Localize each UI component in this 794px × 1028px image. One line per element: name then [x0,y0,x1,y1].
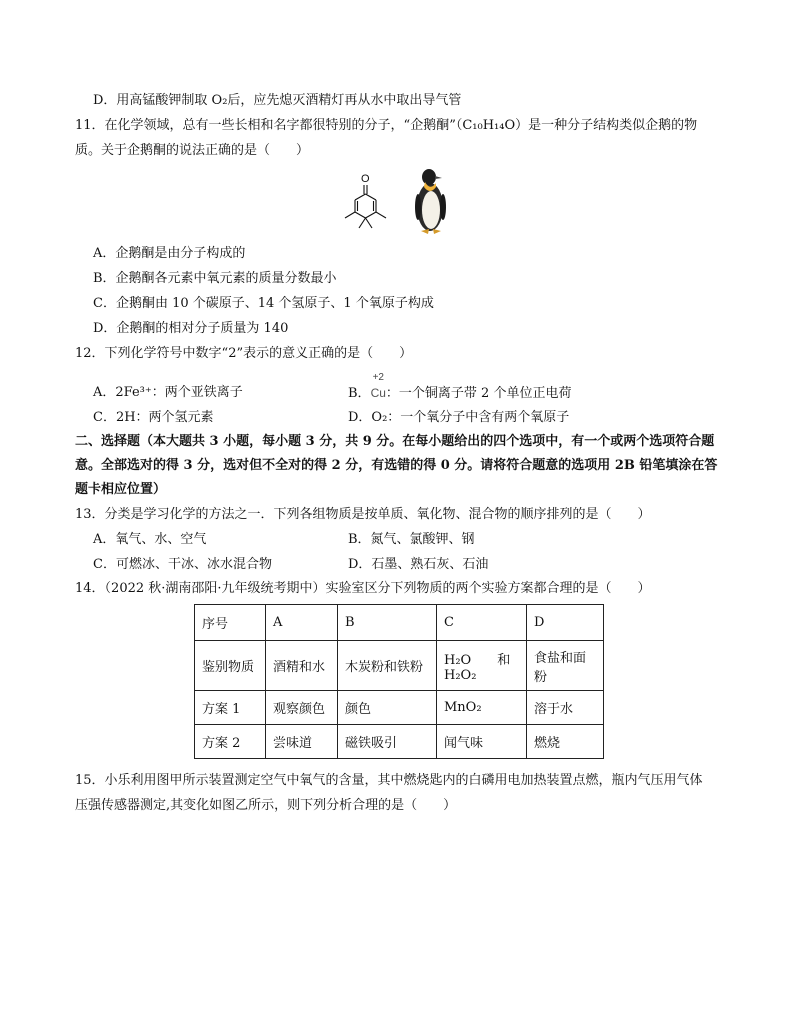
q13-option-c: C．可燃冰、干冰、冰水混合物 [93,557,272,572]
table-cell [437,641,527,691]
q12-option-b-text: ：一个铜离子带 2 个单位正电荷 [385,386,572,401]
table-cell: 尝味道 [266,725,338,759]
q11-option-b: B．企鹅酮各元素中氧元素的质量分数最小 [93,271,337,286]
q13-option-b: B．氮气、氯酸钾、钢 [348,532,475,547]
table-header-cell: A [266,605,338,641]
section2-instructions-line3: 题卡相应位置） [75,482,167,497]
table-cell: 鉴别物质 [195,641,266,691]
table-row [195,725,604,759]
q11-stem-line1: 11．在化学领域，总有一些长相和名字都很特别的分子，“企鹅酮”（C₁₀H₁₄O）是一种分子结构类似企鹅的物 [75,118,698,133]
table-cell: 木炭粉和铁粉 [338,641,437,691]
table-header-cell: C [437,605,527,641]
table-cell-line1: H₂O 和 [444,652,511,668]
table-cell: 方案 2 [195,725,266,759]
structure-oxygen-label: O [361,173,370,185]
table-cell: 酒精和水 [266,641,338,691]
copper-symbol: Cu [370,386,386,400]
table-header-cell: 序号 [195,605,266,641]
q11-option-c: C．企鹅酮由 10 个碳原子、14 个氢原子、1 个氧原子构成 [93,296,434,311]
table-cell: 方案 1 [195,691,266,725]
table-row [195,641,604,691]
q10-option-d: D．用高锰酸钾制取 O₂后，应先熄灭酒精灯再从水中取出导气管 [93,93,462,108]
q13-option-d: D．石墨、熟石灰、石油 [348,557,489,572]
table-cell: 磁铁吸引 [338,725,437,759]
q15-stem-line1: 15．小乐利用图甲所示装置测定空气中氧气的含量，其中燃烧匙内的白磷用电加热装置点燃，瓶内气压用气体 [75,773,703,788]
table-cell: 颜色 [338,691,437,725]
q12-stem: 12．下列化学符号中数字“2”表示的意义正确的是（ ） [75,346,413,361]
section2-instructions-line1: 二、选择题（本大题共 3 小题，每小题 3 分，共 9 分。在每小题给出的四个选项中，有一个或两个选项符合题 [75,434,715,449]
copper-ion-symbol [370,372,386,403]
q13-stem: 13．分类是学习化学的方法之一．下列各组物质是按单质、氧化物、混合物的顺序排列的是（ ） [75,507,651,522]
q13-option-a: A．氧气、水、空气 [93,532,207,547]
table-cell: 溶于水 [527,691,604,725]
table-cell: 食盐和面粉 [527,641,604,691]
q11-option-d: D．企鹅酮的相对分子质量为 140 [93,321,289,336]
q12-option-d: D．O₂：一个氧分子中含有两个氧原子 [348,410,570,425]
copper-valence-mark: +2 [372,372,384,383]
table-header-cell: D [527,605,604,641]
table-cell: 燃烧 [527,725,604,759]
table-row [195,605,604,641]
table-cell-line2: H₂O₂ [444,667,477,683]
q12-option-b [348,372,572,403]
table-cell: MnO₂ [437,691,527,725]
q12-option-b-prefix: B． [348,386,371,401]
q14-stem: 14．（2022 秋·湖南邵阳·九年级统考期中）实验室区分下列物质的两个实验方案都合理的是（ ） [75,581,651,596]
table-cell: 观察颜色 [266,691,338,725]
q12-option-c: C．2H：两个氢元素 [93,410,214,425]
q11-option-a: A．企鹅酮是由分子构成的 [93,246,246,261]
q12-option-a: A．2Fe³⁺：两个亚铁离子 [93,385,243,400]
table-header-cell: B [338,605,437,641]
q14-table [194,604,604,759]
section2-instructions-line2: 意。全部选对的得 3 分，选对但不全对的得 2 分，有选错的得 0 分。请将符合题意的选项用 2B 铅笔填涂在答 [75,458,718,473]
q15-stem-line2: 压强传感器测定,其变化如图乙所示，则下列分析合理的是（ ） [75,798,457,813]
q11-stem-line2: 质。关于企鹅酮的说法正确的是（ ） [75,143,310,158]
table-cell: 闻气味 [437,725,527,759]
table-row [195,691,604,725]
penguin-image [409,167,451,237]
penguinone-structure-figure [337,170,393,238]
